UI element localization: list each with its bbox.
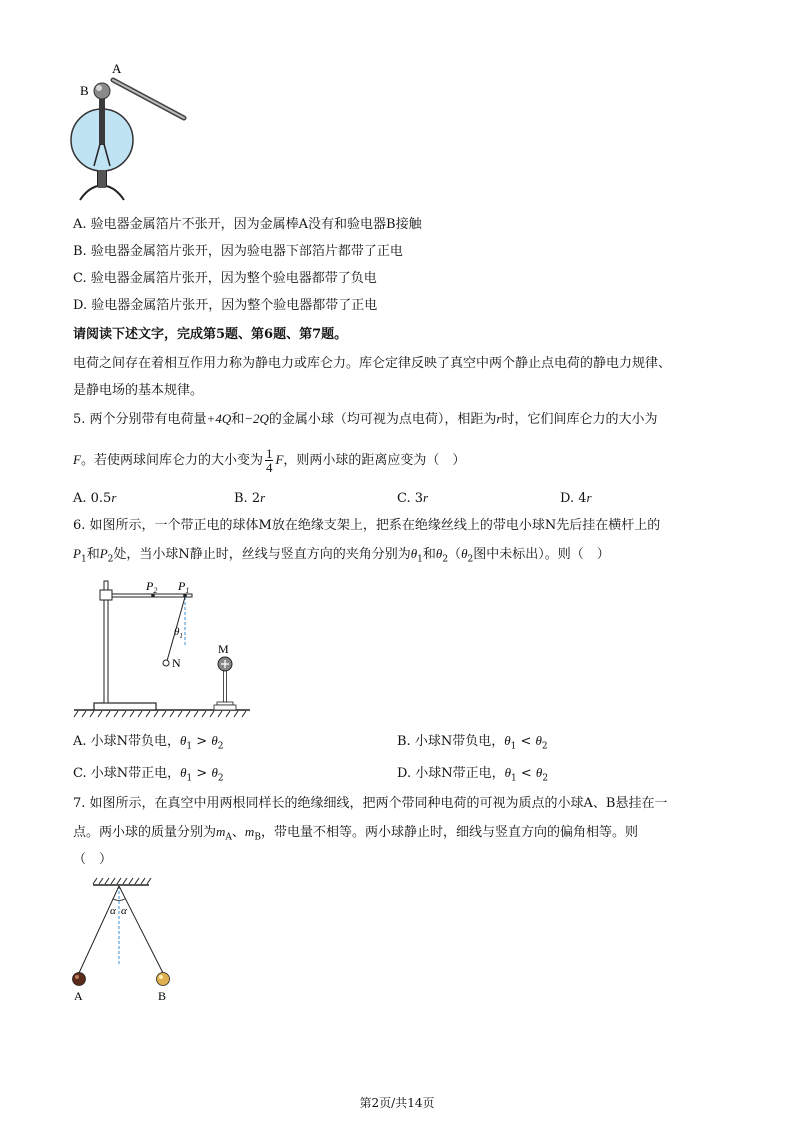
label-m: M	[218, 642, 229, 656]
q4-option-a: A. 验电器金属箔片不张开，因为金属棒A没有和验电器B接触	[73, 217, 422, 232]
label-p2: $P_2$	[146, 579, 158, 595]
q5-option-a: A. 0.5r	[73, 490, 117, 506]
q6-figure	[70, 575, 260, 720]
q5-option-c: C. 3r	[397, 490, 429, 506]
q5-line-2: F。若使两球间库仑力的大小变为 $\frac{1}{4}$ F，则两小球的距离应变为（ ）	[73, 446, 466, 475]
label-ball-b: B	[158, 989, 167, 1003]
q4-option-c: C. 验电器金属箔片张开，因为整个验电器都带了负电	[73, 271, 377, 286]
passage-line-1: 电荷之间存在着相互作用力称为静电力或库仑力。库仑定律反映了真空中两个静止点电荷的静电力规律、	[73, 356, 672, 371]
ball-b	[157, 973, 170, 986]
electroscope-ball	[94, 83, 110, 99]
label-p1: $P_1$	[178, 579, 190, 595]
q6-option-a: A. 小球N带负电，$\theta_1 > \theta_2$	[73, 733, 224, 752]
thread-b	[119, 886, 163, 973]
q6-option-c: C. 小球N带正电，$\theta_1 > \theta_2$	[73, 765, 224, 784]
label-alpha-left: α	[110, 905, 116, 917]
electroscope-stem	[99, 99, 105, 145]
label-theta1: $\theta_1$	[174, 626, 183, 640]
passage-line-2: 是静电场的基本规律。	[73, 383, 204, 398]
q6-option-b: B. 小球N带负电，$\theta_1 < \theta_2$	[397, 733, 548, 752]
q7-line-2: 点。两小球的质量分别为$m_A$、$m_B$，带电量不相等。两小球静止时，细线与竖直方向的偏角相等。则	[73, 824, 638, 843]
q6-option-d: D. 小球N带正电，$\theta_1 < \theta_2$	[397, 765, 549, 784]
label-alpha-right: α	[121, 905, 127, 917]
fraction-one-quarter: $\frac{1}{4}$	[265, 446, 273, 475]
stand-base	[94, 703, 156, 710]
label-b: B	[80, 83, 89, 98]
ball-a	[73, 973, 86, 986]
q6-line-1: 6. 如图所示，一个带正电的球体M放在绝缘支架上，把系在绝缘丝线上的带电小球N先后挂在横杆上的	[73, 518, 661, 533]
page-footer: 第2页/共14页	[359, 1096, 435, 1110]
q4-option-b: B. 验电器金属箔片张开，因为验电器下部箔片都带了正电	[73, 244, 403, 259]
ball-n	[163, 660, 169, 666]
reading-heading: 请阅读下述文字，完成第5题、第6题、第7题。	[73, 327, 348, 342]
q7-line-3: （ ）	[73, 852, 113, 867]
crossbar	[106, 594, 192, 597]
label-a: A	[112, 61, 122, 76]
label-n: N	[172, 656, 181, 670]
q7-line-1: 7. 如图所示，在真空中用两根同样长的绝缘细线，把两个带同种电荷的可视为质点的小球A、B悬挂在一	[73, 796, 668, 811]
q5-option-d: D. 4r	[560, 490, 592, 506]
q5-line-1: 5. 两个分别带有电荷量+4Q和−2Q的金属小球（均可视为点电荷），相距为r时，它们间库仑力的大小为	[73, 411, 658, 427]
q7-figure	[65, 876, 175, 1006]
q4-option-d: D. 验电器金属箔片张开，因为整个验电器都带了正电	[73, 298, 378, 313]
electroscope-figure	[68, 58, 198, 208]
q5-option-b: B. 2r	[234, 490, 266, 506]
label-ball-a: A	[74, 989, 83, 1003]
insulating-support	[224, 671, 227, 703]
q6-line-2: $P_1$和$P_2$处，当小球N静止时，丝线与竖直方向的夹角分别为$\theta_1$和$\theta_2(\theta_2$图中未标出）。则（ ）	[73, 546, 610, 565]
